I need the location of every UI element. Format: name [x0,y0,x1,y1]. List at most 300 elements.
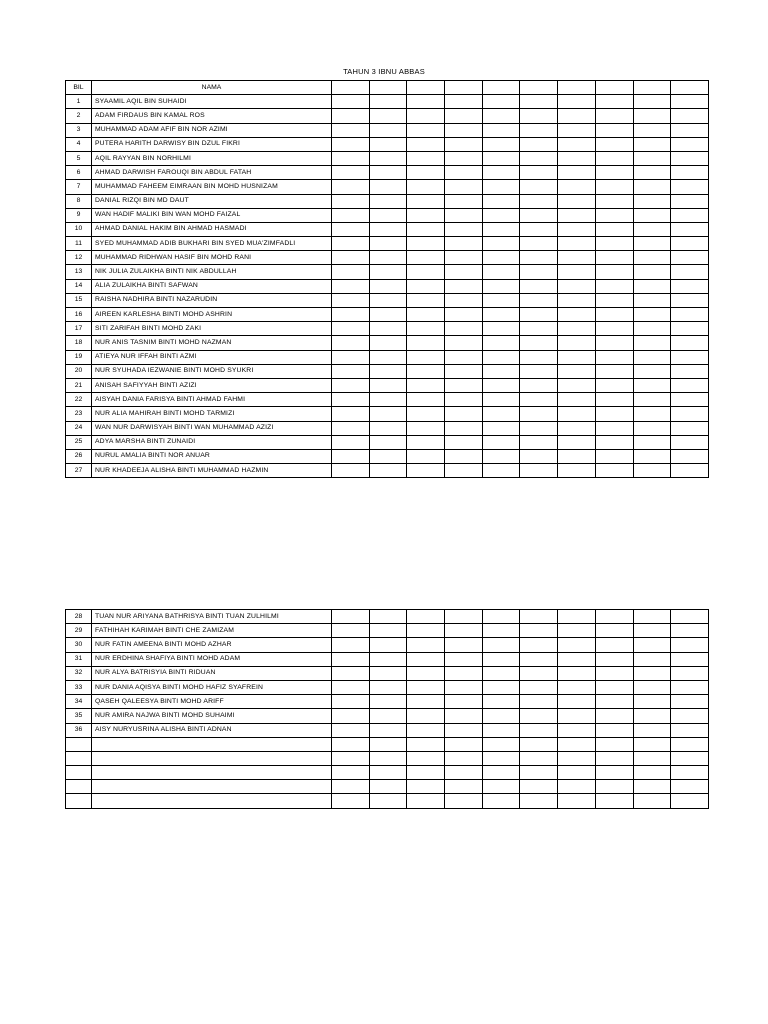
student-name: NUR ALIA MAHIRAH BINTI MOHD TARMIZI [92,407,332,421]
mark-cell [595,222,633,236]
mark-cell [332,780,370,794]
student-name [92,794,332,808]
mark-cell [595,364,633,378]
mark-cell [445,666,483,680]
class-register-table-1 [65,80,709,478]
mark-cell [445,680,483,694]
mark-cell [558,279,596,293]
mark-cell [595,194,633,208]
table-row [66,151,709,165]
table-row [66,737,709,751]
mark-cell [369,610,407,624]
mark-cell [520,610,558,624]
mark-cell [633,378,671,392]
row-number: 17 [66,322,92,336]
student-name: WAN HADIF MALIKI BIN WAN MOHD FAIZAL [92,208,332,222]
mark-cell [482,166,520,180]
mark-cell [671,336,709,350]
mark-cell [558,449,596,463]
mark-cell [633,624,671,638]
mark-cell [595,766,633,780]
row-number: 29 [66,624,92,638]
mark-cell [558,638,596,652]
mark-cell [445,265,483,279]
mark-cell [445,222,483,236]
table-row [66,237,709,251]
mark-cell [369,137,407,151]
mark-cell [482,378,520,392]
mark-cell [671,180,709,194]
mark-cell [407,624,445,638]
mark-cell [482,222,520,236]
mark-cell [482,109,520,123]
mark-cell [407,279,445,293]
mark-cell [520,308,558,322]
student-name: NIK JULIA ZULAIKHA BINTI NIK ABDULLAH [92,265,332,279]
mark-cell [369,378,407,392]
mark-cell [633,293,671,307]
mark-cell [445,237,483,251]
mark-cell [332,95,370,109]
mark-cell [445,610,483,624]
row-number: 3 [66,123,92,137]
student-name: NUR AMIRA NAJWA BINTI MOHD SUHAIMI [92,709,332,723]
table-row [66,421,709,435]
mark-cell [520,208,558,222]
mark-cell [332,194,370,208]
mark-cell [671,695,709,709]
mark-cell [520,680,558,694]
mark-cell [520,794,558,808]
mark-cell [558,237,596,251]
mark-cell [558,624,596,638]
mark-cell [332,652,370,666]
mark-cell [445,251,483,265]
mark-cell [633,794,671,808]
mark-cell [558,378,596,392]
mark-cell [482,251,520,265]
mark-cell [332,709,370,723]
mark-cell [633,435,671,449]
mark-cell [369,737,407,751]
mark-cell [633,308,671,322]
mark-cell [407,308,445,322]
mark-cell [332,766,370,780]
mark-cell [633,393,671,407]
mark-cell [671,322,709,336]
mark-cell [671,723,709,737]
mark-cell [332,624,370,638]
table-row [66,208,709,222]
student-name: ATIEYA NUR IFFAH BINTI AZMI [92,350,332,364]
mark-cell [482,421,520,435]
table-row [66,322,709,336]
mark-cell [369,766,407,780]
mark-cell [558,751,596,765]
student-name: ANISAH SAFIYYAH BINTI AZIZI [92,378,332,392]
mark-cell [445,449,483,463]
mark-cell [520,638,558,652]
mark-cell [407,109,445,123]
student-name: AISY NURYUSRINA ALISHA BINTI ADNAN [92,723,332,737]
mark-cell [445,350,483,364]
mark-cell [445,109,483,123]
mark-cell [482,322,520,336]
mark-cell [520,435,558,449]
mark-cell [633,638,671,652]
mark-cell [558,666,596,680]
mark-cell [595,610,633,624]
mark-cell [445,638,483,652]
student-name: MUHAMMAD FAHEEM EIMRAAN BIN MOHD HUSNIZAM [92,180,332,194]
mark-cell [633,666,671,680]
mark-cell [633,322,671,336]
mark-cell [369,336,407,350]
student-name: AIREEN KARLESHA BINTI MOHD ASHRIN [92,308,332,322]
mark-column-header [407,81,445,95]
mark-cell [633,151,671,165]
student-name [92,766,332,780]
mark-cell [332,610,370,624]
mark-cell [671,610,709,624]
table-row [66,393,709,407]
mark-column-header [445,81,483,95]
mark-cell [407,265,445,279]
mark-cell [633,265,671,279]
mark-cell [407,766,445,780]
row-number: 36 [66,723,92,737]
mark-cell [558,222,596,236]
mark-cell [332,222,370,236]
mark-cell [445,308,483,322]
mark-cell [671,208,709,222]
mark-cell [482,95,520,109]
mark-cell [407,666,445,680]
mark-cell [671,151,709,165]
student-name: DANIAL RIZQI BIN MD DAUT [92,194,332,208]
mark-cell [671,237,709,251]
mark-cell [332,123,370,137]
mark-cell [558,350,596,364]
mark-cell [595,680,633,694]
mark-cell [445,279,483,293]
mark-cell [482,464,520,478]
mark-cell [520,666,558,680]
mark-cell [482,449,520,463]
mark-cell [671,751,709,765]
student-name: TUAN NUR ARIYANA BATHRISYA BINTI TUAN ZULHILMI [92,610,332,624]
mark-cell [558,780,596,794]
student-name: WAN NUR DARWISYAH BINTI WAN MUHAMMAD AZIZI [92,421,332,435]
mark-column-header [482,81,520,95]
mark-cell [520,151,558,165]
mark-cell [671,364,709,378]
mark-cell [369,393,407,407]
mark-cell [445,652,483,666]
mark-cell [633,123,671,137]
student-name: ADAM FIRDAUS BIN KAMAL ROS [92,109,332,123]
mark-cell [558,794,596,808]
mark-cell [407,393,445,407]
mark-cell [671,737,709,751]
mark-cell [595,322,633,336]
student-name [92,780,332,794]
student-name: ALIA ZULAIKHA BINTI SAFWAN [92,279,332,293]
table-row [66,464,709,478]
mark-cell [407,435,445,449]
mark-cell [520,350,558,364]
mark-cell [520,723,558,737]
mark-cell [482,737,520,751]
mark-cell [407,695,445,709]
mark-cell [520,95,558,109]
row-number: 10 [66,222,92,236]
mark-cell [482,137,520,151]
mark-cell [407,350,445,364]
mark-cell [558,208,596,222]
row-number: 4 [66,137,92,151]
mark-cell [332,680,370,694]
student-name: MUHAMMAD ADAM AFIF BIN NOR AZIMI [92,123,332,137]
mark-cell [407,208,445,222]
mark-cell [558,322,596,336]
mark-cell [369,794,407,808]
mark-cell [332,279,370,293]
mark-cell [407,166,445,180]
mark-cell [369,695,407,709]
row-number: 9 [66,208,92,222]
mark-cell [671,780,709,794]
mark-cell [558,364,596,378]
mark-cell [332,364,370,378]
mark-cell [407,723,445,737]
mark-cell [482,407,520,421]
table-row [66,123,709,137]
mark-cell [407,336,445,350]
mark-cell [595,652,633,666]
mark-cell [482,751,520,765]
mark-cell [445,794,483,808]
mark-cell [482,336,520,350]
mark-cell [332,237,370,251]
mark-cell [671,123,709,137]
mark-cell [407,137,445,151]
mark-cell [520,109,558,123]
mark-cell [369,109,407,123]
mark-cell [369,222,407,236]
mark-cell [445,95,483,109]
mark-cell [445,464,483,478]
mark-cell [633,680,671,694]
table-row [66,723,709,737]
mark-column-header [332,81,370,95]
row-number: 6 [66,166,92,180]
mark-cell [332,137,370,151]
row-number: 1 [66,95,92,109]
mark-cell [558,123,596,137]
mark-cell [445,435,483,449]
mark-cell [407,95,445,109]
mark-column-header [558,81,596,95]
mark-cell [558,680,596,694]
mark-cell [369,151,407,165]
row-number: 19 [66,350,92,364]
mark-cell [520,180,558,194]
mark-cell [558,180,596,194]
mark-cell [633,737,671,751]
mark-cell [482,666,520,680]
mark-cell [558,251,596,265]
mark-cell [671,308,709,322]
row-number: 18 [66,336,92,350]
mark-cell [407,322,445,336]
mark-cell [407,364,445,378]
mark-cell [558,737,596,751]
mark-cell [445,293,483,307]
mark-cell [332,464,370,478]
mark-cell [332,421,370,435]
mark-cell [407,421,445,435]
mark-cell [369,751,407,765]
mark-cell [671,666,709,680]
student-name: AHMAD DARWISH FAROUQI BIN ABDUL FATAH [92,166,332,180]
mark-cell [332,751,370,765]
row-number: 23 [66,407,92,421]
mark-cell [633,109,671,123]
mark-cell [332,208,370,222]
mark-cell [369,180,407,194]
mark-cell [595,279,633,293]
mark-cell [633,780,671,794]
mark-cell [520,222,558,236]
mark-cell [332,666,370,680]
mark-cell [332,350,370,364]
mark-cell [445,322,483,336]
table-row [66,350,709,364]
table-row [66,109,709,123]
mark-cell [332,251,370,265]
mark-cell [445,421,483,435]
mark-cell [671,265,709,279]
mark-cell [558,109,596,123]
mark-cell [482,794,520,808]
row-number: 30 [66,638,92,652]
mark-cell [633,695,671,709]
mark-cell [558,336,596,350]
row-number: 25 [66,435,92,449]
mark-cell [595,151,633,165]
mark-cell [369,780,407,794]
mark-cell [445,208,483,222]
mark-cell [482,208,520,222]
mark-cell [369,624,407,638]
mark-cell [482,780,520,794]
table-row [66,709,709,723]
row-number: 5 [66,151,92,165]
row-number: 2 [66,109,92,123]
mark-cell [369,251,407,265]
mark-cell [520,751,558,765]
mark-cell [482,695,520,709]
mark-cell [558,137,596,151]
mark-cell [671,109,709,123]
mark-cell [595,308,633,322]
mark-cell [369,709,407,723]
mark-cell [520,336,558,350]
mark-cell [595,666,633,680]
mark-cell [633,180,671,194]
mark-cell [445,737,483,751]
mark-cell [369,350,407,364]
mark-cell [595,464,633,478]
mark-cell [332,723,370,737]
mark-cell [520,766,558,780]
table-row [66,435,709,449]
table-row [66,137,709,151]
table-row [66,610,709,624]
mark-cell [595,751,633,765]
row-number: 13 [66,265,92,279]
mark-cell [520,378,558,392]
mark-cell [671,137,709,151]
mark-cell [595,449,633,463]
table-row [66,194,709,208]
mark-cell [633,336,671,350]
mark-cell [671,435,709,449]
mark-cell [332,435,370,449]
mark-cell [332,293,370,307]
mark-cell [595,237,633,251]
mark-cell [369,449,407,463]
table-row [66,751,709,765]
mark-cell [520,194,558,208]
mark-cell [558,652,596,666]
mark-cell [369,123,407,137]
mark-cell [671,766,709,780]
mark-cell [558,265,596,279]
mark-cell [671,378,709,392]
row-number [66,794,92,808]
mark-cell [407,638,445,652]
mark-cell [407,222,445,236]
table-row [66,666,709,680]
mark-cell [520,237,558,251]
mark-cell [671,194,709,208]
table-row [66,251,709,265]
student-name [92,751,332,765]
mark-cell [445,180,483,194]
mark-cell [332,737,370,751]
table-row [66,364,709,378]
mark-cell [445,723,483,737]
mark-column-header [369,81,407,95]
mark-cell [332,109,370,123]
mark-cell [445,137,483,151]
row-number: 33 [66,680,92,694]
mark-cell [332,322,370,336]
mark-cell [671,166,709,180]
mark-cell [595,709,633,723]
mark-cell [633,464,671,478]
mark-cell [595,737,633,751]
table-row [66,279,709,293]
mark-cell [407,251,445,265]
mark-cell [520,251,558,265]
student-name [92,737,332,751]
mark-cell [671,464,709,478]
mark-cell [633,610,671,624]
mark-cell [558,435,596,449]
